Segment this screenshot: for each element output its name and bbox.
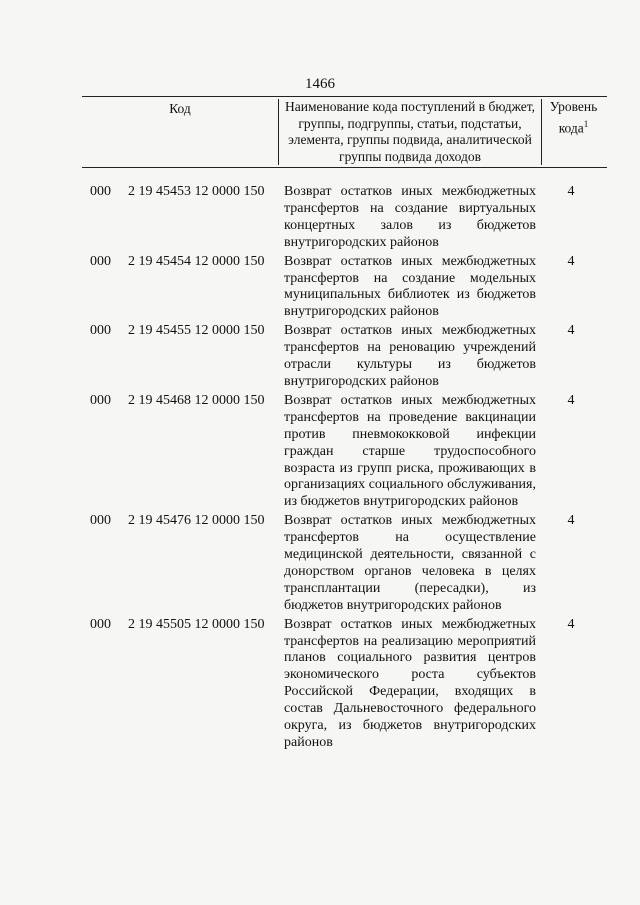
row-name: Возврат остатков иных межбюджетных трансфертов на создание виртуальных концертных залов из бюджетов внутригородских районов (284, 184, 536, 250)
page-number: 1466 (305, 76, 335, 92)
row-admin-code: 000 (90, 323, 111, 339)
row-name: Возврат остатков иных межбюджетных трансфертов на осуществление медицинской деятельности, связанной с донорством органов человека в целях трансплантации (пересадки), из бюджетов внутригородских районов (284, 513, 536, 613)
header-name: Наименование кода поступлений в бюджет, группы, подгруппы, статьи, подстатьи, элемента, группы подвида, аналитической группы подвида доходов (278, 99, 542, 165)
row-code: 2 19 45453 12 0000 150 (128, 184, 265, 199)
row-level: 4 (567, 184, 575, 199)
header-code: Код (169, 101, 191, 116)
row-admin-code: 000 (90, 184, 111, 199)
table-row (82, 393, 607, 511)
row-name: Возврат остатков иных межбюджетных трансфертов на реновацию учреждений отрасли культуры из бюджетов внутригородских районов (284, 323, 536, 389)
table-header (82, 96, 607, 168)
row-level: 4 (567, 323, 575, 339)
header-level (540, 99, 607, 137)
row-code: 2 19 45468 12 0000 150 (128, 392, 265, 408)
row-admin-code: 000 (90, 392, 111, 408)
row-name: Возврат остатков иных межбюджетных трансфертов на проведение вакцинации против пневмококковой инфекции граждан старше трудоспособного возраста из групп риска, проживающих в организациях социального обслуживания, из бюджетов внутригородских районов (284, 392, 536, 510)
table-row (82, 323, 607, 391)
row-admin-code: 000 (90, 253, 111, 269)
row-name: Возврат остатков иных межбюджетных трансфертов на реализацию мероприятий планов социального развития центров экономического роста субъектов Российской Федерации, входящих в состав Дальневосточного федерального округа, из бюджетов внутригородских районов (284, 616, 536, 750)
table-row (82, 254, 607, 322)
table-body (82, 184, 607, 754)
row-name: Возврат остатков иных межбюджетных трансфертов на создание модельных муниципальных библиотек из бюджетов внутригородских районов (284, 253, 536, 320)
row-code: 2 19 45455 12 0000 150 (128, 323, 265, 339)
row-level: 4 (567, 616, 575, 632)
table-row (82, 184, 607, 252)
row-admin-code: 000 (90, 616, 111, 632)
table-row (82, 513, 607, 614)
table-row (82, 617, 607, 752)
row-code: 2 19 45505 12 0000 150 (128, 616, 265, 632)
row-level: 4 (567, 253, 575, 269)
row-code: 2 19 45454 12 0000 150 (128, 253, 265, 269)
row-admin-code: 000 (90, 513, 111, 529)
header-level-footnote: 1 (583, 118, 589, 129)
header-level-text: Уровень кода (549, 99, 598, 135)
row-level: 4 (567, 392, 575, 408)
row-code: 2 19 45476 12 0000 150 (128, 513, 265, 529)
row-level: 4 (567, 513, 575, 529)
